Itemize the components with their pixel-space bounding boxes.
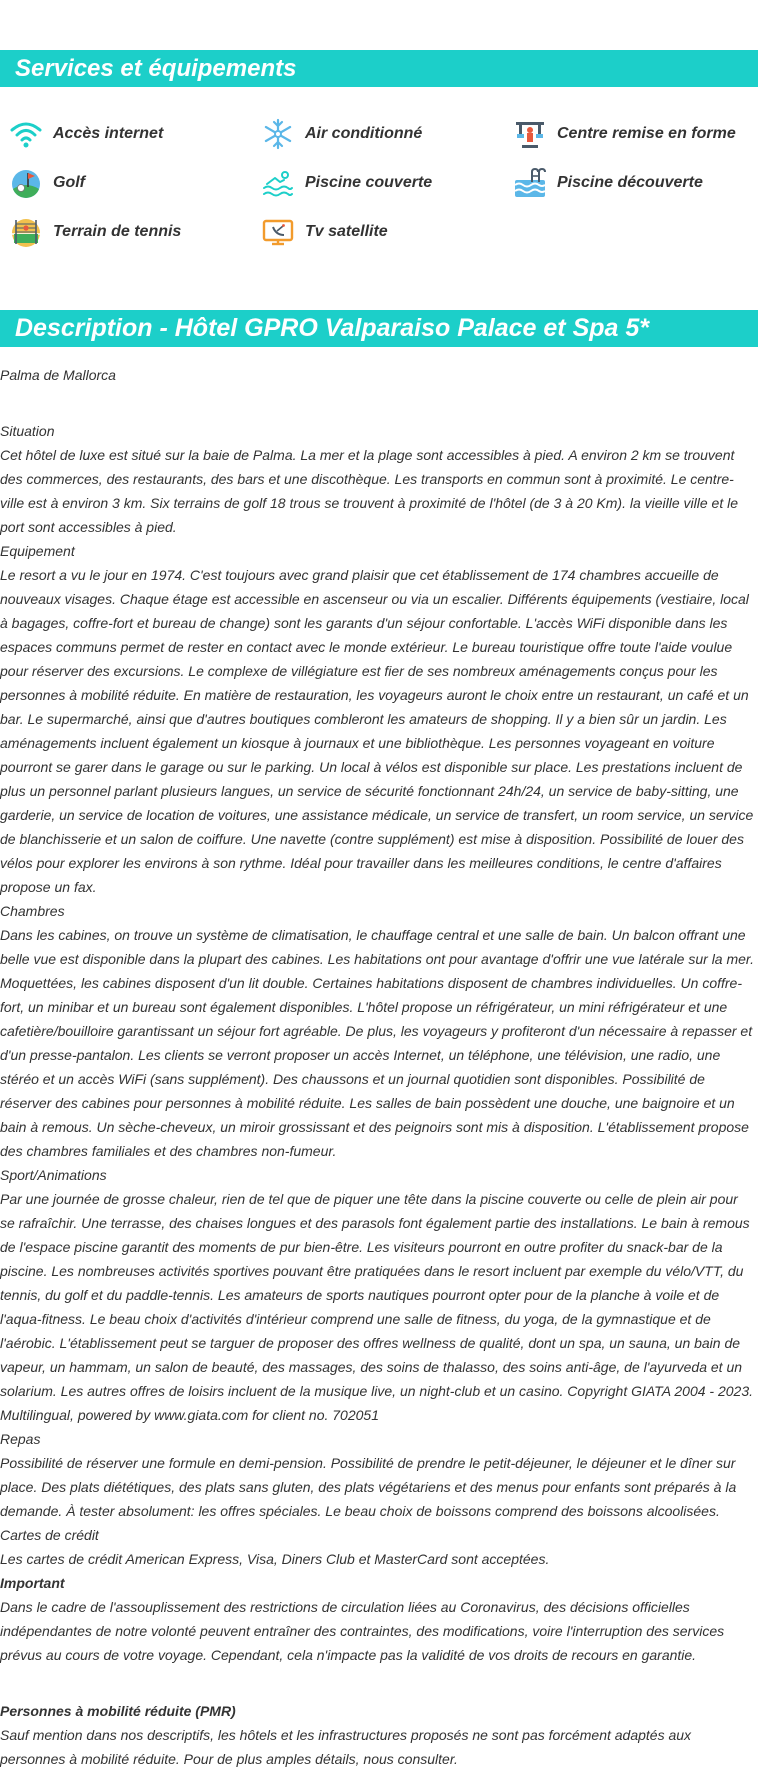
section-text: Par une journée de grosse chaleur, rien de tel que de piquer une tête dans la piscine couverte ou celle de plein air pour se rafraîchir. Une terrasse, des chaises longues et des parasols font également partie des installations. Le bain à remous de l'espace piscine garantit des moments de pur bien-être. Les visiteurs pourront en outre profiter du snack-bar de la piscine. Les nombreuses activités sportives pouvant être pratiquées dans le resort incluent par exemple du vélo/VTT, du tennis, du golf et du paddle-tennis. Les amateurs de sports nautiques pourront opter pour de la planche à voile et de l'aqua-fitness. Le beau choix d'activités d'intérieur comprend une salle de fitness, du yoga, de la gymnastique et de l'aérobic. L'établissement peut se targuer de proposer des offres wellness de qualité, dont un spa, un sauna, un bain de vapeur, un hammam, un salon de beauté, des massages, des soins de thalasso, des soins anti-âge, de l'ayurveda et un solarium. Les autres offres de loisirs incluent de la musique live, un night-club et un casino. Copyright GIATA 2004 - 2023. Multilingual, powered by www.giata.com for client no. 702051	[0, 1191, 754, 1423]
service-label: Piscine découverte	[557, 173, 703, 191]
service-label: Piscine couverte	[305, 173, 433, 191]
pmr-text: Sauf mention dans nos descriptifs, les hôtels et les infrastructures proposés ne sont pas forcément adaptés aux personnes à mobilité réduite. Pour de plus amples détails, nous consulter.	[0, 1727, 692, 1767]
service-label: Terrain de tennis	[53, 222, 182, 240]
golf-icon	[10, 167, 42, 199]
service-label: Centre remise en forme	[557, 124, 736, 142]
service-outdoor-pool	[514, 158, 758, 207]
section-text: Cet hôtel de luxe est situé sur la baie de Palma. La mer et la plage sont accessibles à pied. A environ 2 km se trouvent des commerces, des restaurants, des bars et une discothèque. Les transports en commun sont à proximité. Le centre-ville est à environ 3 km. Six terrains de golf 18 trous se trouvent à proximité de l'hôtel (de 3 à 20 Km). la vieille ville et le port sont accessibles à pied.	[0, 447, 739, 535]
services-title: Services et équipements	[0, 50, 758, 87]
section-text: Dans les cabines, on trouve un système de climatisation, le chauffage central et une salle de bain. Un balcon offrant une belle vue est disponible dans la plupart des cabines. Les habitations ont pour avantage d'offrir une vue latérale sur la mer. Moquettées, les cabines disposent d'un lit double. Certaines habitations disposent de chambres individuelles. Un coffre-fort, un minibar et un bureau sont également disponibles. L'hôtel propose un réfrigérateur, un mini réfrigérateur et une cafetière/bouilloire garantissant un séjour fort agréable. De plus, les voyageurs y profiteront d'un nécessaire à repasser et d'un presse-pantalon. Les clients se verront proposer un accès Internet, un téléphone, une télévision, une radio, une stéréo et un accès WiFi (sans supplément). Des chaussons et un journal quotidien sont disponibles. Possibilité de réserver des cabines pour personnes à mobilité réduite. Les salles de bain possèdent une douche, une baignoire et un bain à remous. Un sèche-cheveux, un miroir grossissant et des peignoirs sont mis à disposition. L'établissement propose des chambres familiales et des chambres non-fumeur.	[0, 927, 754, 1159]
satellite-tv-icon	[262, 216, 294, 248]
description-city: Palma de Mallorca	[0, 367, 116, 383]
service-golf	[10, 158, 262, 207]
service-label: Golf	[53, 173, 85, 191]
service-tv	[262, 207, 514, 256]
service-ac	[262, 109, 514, 158]
service-tennis	[10, 207, 262, 256]
section-heading: Equipement	[0, 543, 75, 559]
section-heading: Situation	[0, 423, 55, 439]
pmr-heading: Personnes à mobilité réduite (PMR)	[0, 1703, 236, 1719]
wifi-icon	[10, 118, 42, 150]
tennis-icon	[10, 216, 42, 248]
section-heading: Repas	[0, 1431, 41, 1447]
section-heading: Chambres	[0, 903, 65, 919]
section-text: Les cartes de crédit American Express, Visa, Diners Club et MasterCard sont acceptées.	[0, 1551, 550, 1567]
section-heading: Sport/Animations	[0, 1167, 107, 1183]
service-fitness	[514, 109, 758, 158]
blank-line	[0, 387, 756, 419]
description-body	[0, 363, 758, 1771]
service-label: Tv satellite	[305, 222, 388, 240]
indoor-pool-icon	[262, 167, 294, 199]
section-text: Possibilité de réserver une formule en demi-pension. Possibilité de prendre le petit-déjeuner, le déjeuner et le dîner sur place. Des plats diététiques, des plats sans gluten, des plats végétariens et des menus pour enfants sont préparés à la demande. À tester absolument: les offres spéciales. Le beau choix de boissons comprend des boissons alcoolisées.	[0, 1455, 737, 1519]
service-indoor-pool	[262, 158, 514, 207]
important-heading: Important	[0, 1575, 65, 1591]
section-text: Le resort a vu le jour en 1974. C'est toujours avec grand plaisir que cet établissement de 174 chambres accueille de nouveaux visages. Chaque étage est accessible en ascenseur ou via un escalier. Différents équipements (vestiaire, local à bagages, coffre-fort et bureau de change) sont les garants d'un séjour confortable. L'accès WiFi disponible dans les espaces communs permet de rester en contact avec le monde extérieur. Le bureau touristique offre toute l'aide voulue pour réserver des excursions. Le complexe de villégiature est fier de ses nombreux aménagements conçus pour les personnes à mobilité réduite. En matière de restauration, les voyageurs auront le choix entre un restaurant, un café et un bar. Le supermarché, ainsi que d'autres boutiques combleront les amateurs de shopping. Il y a bien sûr un jardin. Les aménagements incluent également un kiosque à journaux et une bibliothèque. Les personnes voyageant en voiture pourront se garer dans le garage ou sur le parking. Un local à vélos est disponible sur place. Les prestations incluent de plus un personnel parlant plusieurs langues, un service de sécurité fonctionnant 24h/24, un service de baby-sitting, une garderie, un service de location de voitures, une assistance médicale, un service de transfert, un room service, un service de blanchisserie et un salon de coiffure. Une navette (contre supplément) est mise à disposition. Possibilité de louer des vélos pour explorer les environs à son rythme. Idéal pour travailler dans les meilleures conditions, le centre d'affaires propose un fax.	[0, 567, 754, 895]
important-text: Dans le cadre de l'assouplissement des restrictions de circulation liées au Coronavirus, des décisions officielles indépendantes de notre volonté peuvent entraîner des contraintes, des modifications, voire l'interruption des services prévus au cours de votre voyage. Cependant, cela n'impacte pas la validité de vos droits de recours en garantie.	[0, 1599, 725, 1663]
fitness-icon	[514, 118, 546, 150]
top-spacer	[0, 0, 758, 50]
description-title: Description - Hôtel GPRO Valparaiso Palace et Spa 5*	[0, 310, 758, 347]
outdoor-pool-icon	[514, 167, 546, 199]
service-label: Air conditionné	[305, 124, 423, 142]
section-heading: Cartes de crédit	[0, 1527, 99, 1543]
blank-line	[0, 1667, 756, 1699]
service-label: Accès internet	[53, 124, 164, 142]
snowflake-icon	[262, 118, 294, 150]
services-grid	[0, 87, 758, 256]
section-gap	[0, 256, 758, 310]
service-internet	[10, 109, 262, 158]
